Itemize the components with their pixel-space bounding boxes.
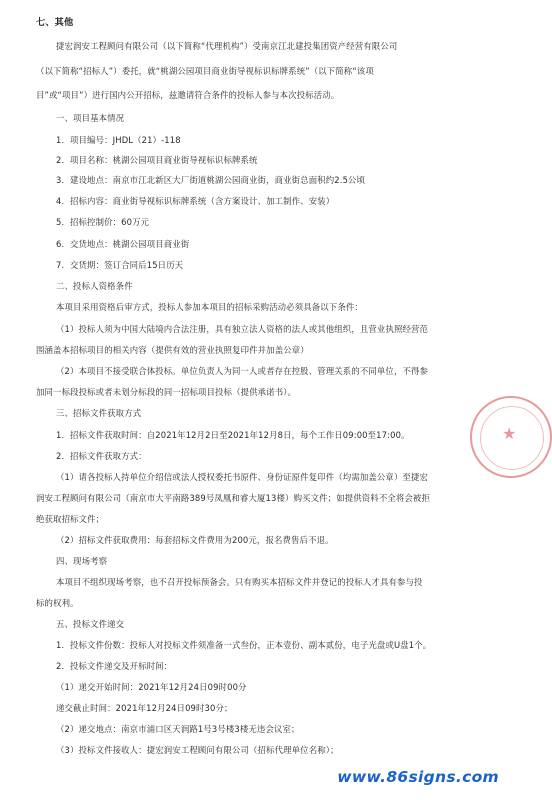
section-title: 七、其他 bbox=[36, 17, 74, 28]
text-line: 6．交货地点：桃湖公园项目商业街 bbox=[56, 239, 190, 249]
text-line: （2）本项目不接受联合体投标。单位负责人为同一人或者存在控股、管理关系的不同单位，不得参 bbox=[56, 366, 429, 376]
text-line: 三、招标文件获取方式 bbox=[56, 408, 142, 418]
text-line: （2）递交地点：南京市浦口区天润路1号3号楼3楼无违会议室； bbox=[56, 724, 300, 734]
text-line: 加同一标段投标或者未划分标段的同一招标项目投标（提供承诺书）。 bbox=[36, 387, 297, 397]
text-line: 标的权利。 bbox=[36, 598, 79, 608]
text-line: 7．交货期：签订合同后15日历天 bbox=[56, 260, 184, 270]
text-line: 绝获取招标文件； bbox=[36, 514, 105, 524]
text-line: 1．项目编号：JHDL（21）-118 bbox=[56, 135, 181, 145]
text-line: （1）投标人须为中国大陆境内合法注册，具有独立法人资格的法人或其他组织，且营业执照经营范 bbox=[56, 324, 429, 334]
text-line: 本项目不组织现场考察，也不召开投标预备会。只有购买本招标文件并登记的投标人才具有参与投 bbox=[56, 577, 423, 587]
text-line: 围涵盖本招标项目的相关内容（提供有效的营业执照复印件并加盖公章） bbox=[36, 345, 309, 355]
text-line: 2．招标文件获取方式： bbox=[56, 451, 147, 461]
text-line: （1）递交开始时间：2021年12月24日09时00分 bbox=[56, 682, 247, 692]
text-line: 五、投标文件递交 bbox=[56, 619, 125, 629]
text-line: 4．招标内容：商业街导视标识标牌系统（含方案设计、加工制作、安装） bbox=[56, 196, 335, 206]
text-line: （1）请各投标人持单位介绍信或法人授权委托书原件、身份证原件复印件（均需加盖公章）至捷宏 bbox=[56, 472, 429, 482]
text-line: 递交截止时间：2021年12月24日09时30分； bbox=[56, 703, 233, 713]
text-line: （3）投标文件接收人：捷宏润安工程顾问有限公司（招标代理单位名称）； bbox=[56, 745, 339, 755]
company-seal-stamp bbox=[470, 396, 552, 478]
text-line: 5．招标控制价：60万元 bbox=[56, 217, 150, 227]
text-line: 一、项目基本情况 bbox=[56, 113, 125, 123]
text-line: 润安工程顾问有限公司（南京市大平南路389号凤凰和睿大厦13楼）购买文件；如提供资料不全将会被拒 bbox=[36, 493, 430, 503]
text-line: （以下简称“招标人”）委托，就“桃湖公园项目商业街导视标识标牌系统”（以下简称“该项 bbox=[36, 66, 374, 76]
text-line: 目”或“项目”）进行国内公开招标，兹邀请符合条件的投标人参与本次投标活动。 bbox=[36, 90, 340, 100]
seal-star-icon: ★ bbox=[502, 424, 517, 443]
text-line: 3．建设地点：南京市江北新区大厂街道桃湖公园商业街，商业街总面积约2.5公顷 bbox=[56, 175, 366, 185]
text-line: 2．项目名称：桃湖公园项目商业街导视标识标牌系统 bbox=[56, 155, 258, 165]
text-line: 1．招标文件获取时间：自2021年12月2日至2021年12月8日，每个工作日09:00至17:00。 bbox=[56, 430, 410, 440]
text-line: 捷宏润安工程顾问有限公司（以下简称“代理机构”）受南京江北建投集团资产经营有限公司 bbox=[56, 41, 398, 51]
text-line: 四、现场考察 bbox=[56, 556, 108, 566]
text-line: 二、投标人资格条件 bbox=[56, 281, 133, 291]
text-line: 2．投标文件递交及开标时间： bbox=[56, 661, 173, 671]
text-line: 1．投标文件份数：投标人对投标文件须准备一式叁份，正本壹份、副本贰份，电子光盘或U盘1个。 bbox=[56, 640, 432, 650]
watermark-url: www.86signs.com bbox=[337, 768, 499, 786]
text-line: 本项目采用资格后审方式，投标人参加本项目的招标采购活动必须具备以下条件： bbox=[56, 302, 363, 312]
text-line: （2）招标文件获取费用：每套招标文件费用为200元，报名费售后不退。 bbox=[56, 535, 334, 545]
